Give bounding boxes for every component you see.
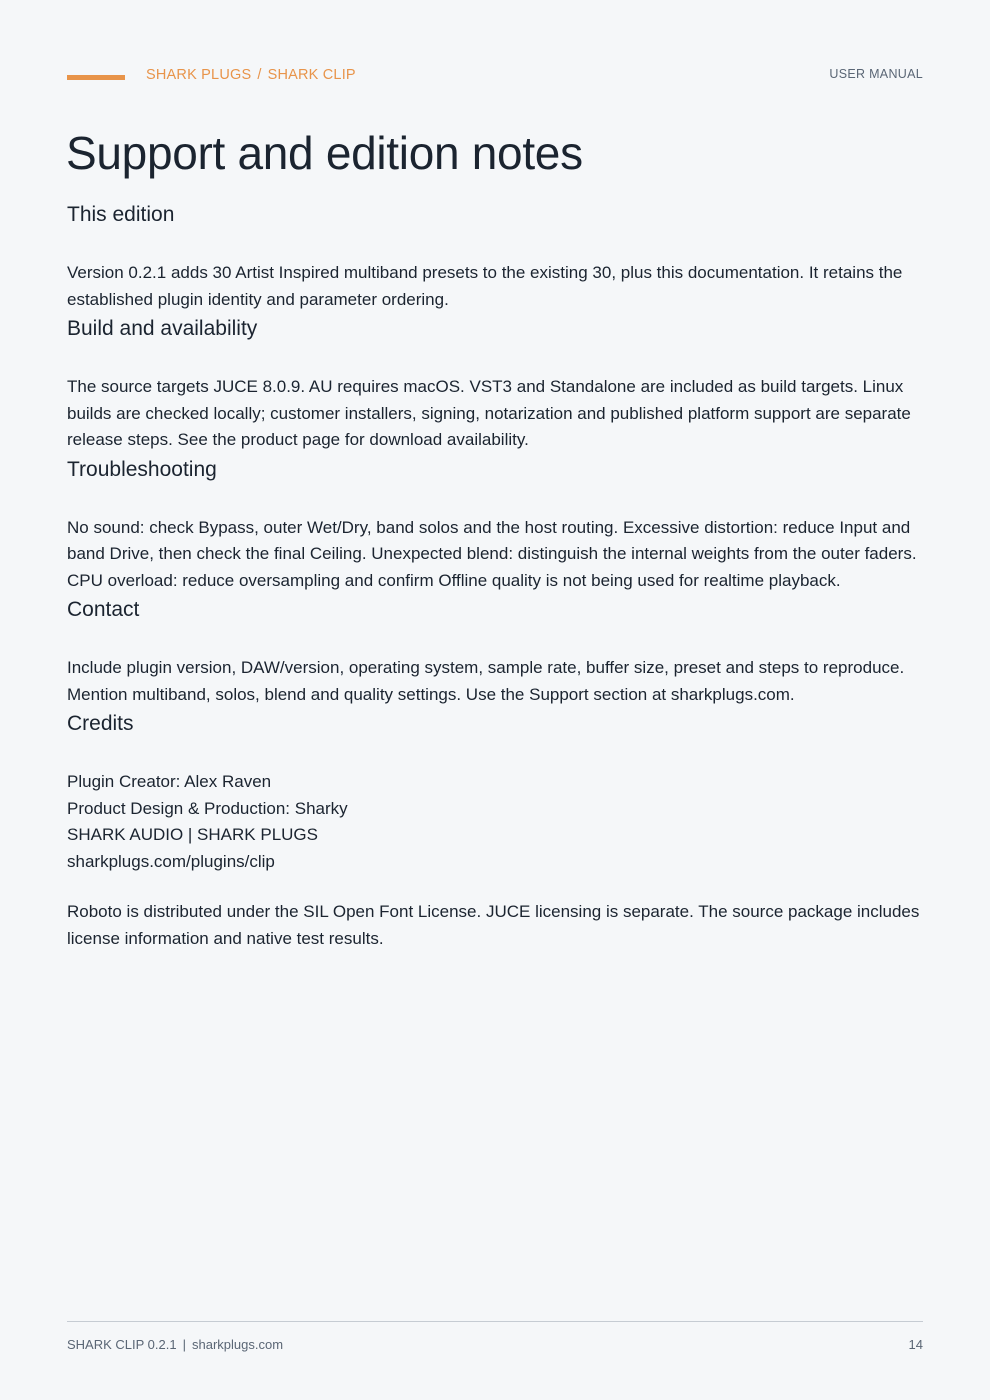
breadcrumb-separator: / xyxy=(257,67,262,83)
footer-divider xyxy=(67,1321,923,1322)
section-heading: Troubleshooting xyxy=(67,457,217,481)
section-this-edition xyxy=(67,200,927,313)
section-body: No sound: check Bypass, outer Wet/Dry, band solos and the host routing. Excessive distortion: reduce Input and band Drive, then check the final Ceiling. Unexpected blend: distinguish the internal weights from the outer faders. CPU overload: reduce oversampling and confirm Offline quality is not being used for realtime playback. xyxy=(67,517,917,590)
footer-site: sharkplugs.com xyxy=(191,1337,284,1352)
footer-product-version: SHARK CLIP 0.2.1 xyxy=(67,1337,177,1352)
section-credits xyxy=(67,709,927,952)
header-accent-bar xyxy=(67,75,125,80)
section-build-availability xyxy=(67,314,927,454)
section-heading: Build and availability xyxy=(67,317,258,340)
breadcrumb xyxy=(146,67,356,83)
section-troubleshooting xyxy=(67,455,927,595)
main-content xyxy=(67,200,927,952)
credit-line: SHARK AUDIO | SHARK PLUGS xyxy=(67,825,318,844)
doc-type-label: USER MANUAL xyxy=(829,67,923,81)
page-number: 14 xyxy=(908,1337,923,1352)
section-heading: Credits xyxy=(67,712,134,735)
credits-list xyxy=(67,769,927,875)
page-title: Support and edition notes xyxy=(66,127,583,179)
footer-info xyxy=(67,1337,283,1352)
footer-pipe: | xyxy=(182,1337,186,1352)
credit-line: Plugin Creator: Alex Raven xyxy=(67,772,272,791)
section-body: Version 0.2.1 adds 30 Artist Inspired multiband presets to the existing 30, plus this documentation. It retains the established plugin identity and parameter ordering. xyxy=(67,263,903,309)
license-note: Roboto is distributed under the SIL Open Font License. JUCE licensing is separate. The source package includes license information and native test results. xyxy=(67,902,920,948)
section-heading: This edition xyxy=(67,203,175,226)
section-heading: Contact xyxy=(67,598,140,621)
section-contact xyxy=(67,595,927,708)
section-body: Include plugin version, DAW/version, operating system, sample rate, buffer size, preset and steps to reproduce. Mention multiband, solos, blend and quality settings. Use the Support section at sharkplugs.com. xyxy=(67,658,905,704)
section-body: The source targets JUCE 8.0.9. AU requires macOS. VST3 and Standalone are included as build targets. Linux builds are checked locally; customer installers, signing, notarization and published platform support are separate release steps. See the product page for download availability. xyxy=(67,377,911,449)
breadcrumb-product: SHARK CLIP xyxy=(267,67,356,83)
credit-line: sharkplugs.com/plugins/clip xyxy=(67,851,275,871)
credit-line: Product Design & Production: Sharky xyxy=(67,798,348,818)
breadcrumb-brand: SHARK PLUGS xyxy=(146,67,252,83)
